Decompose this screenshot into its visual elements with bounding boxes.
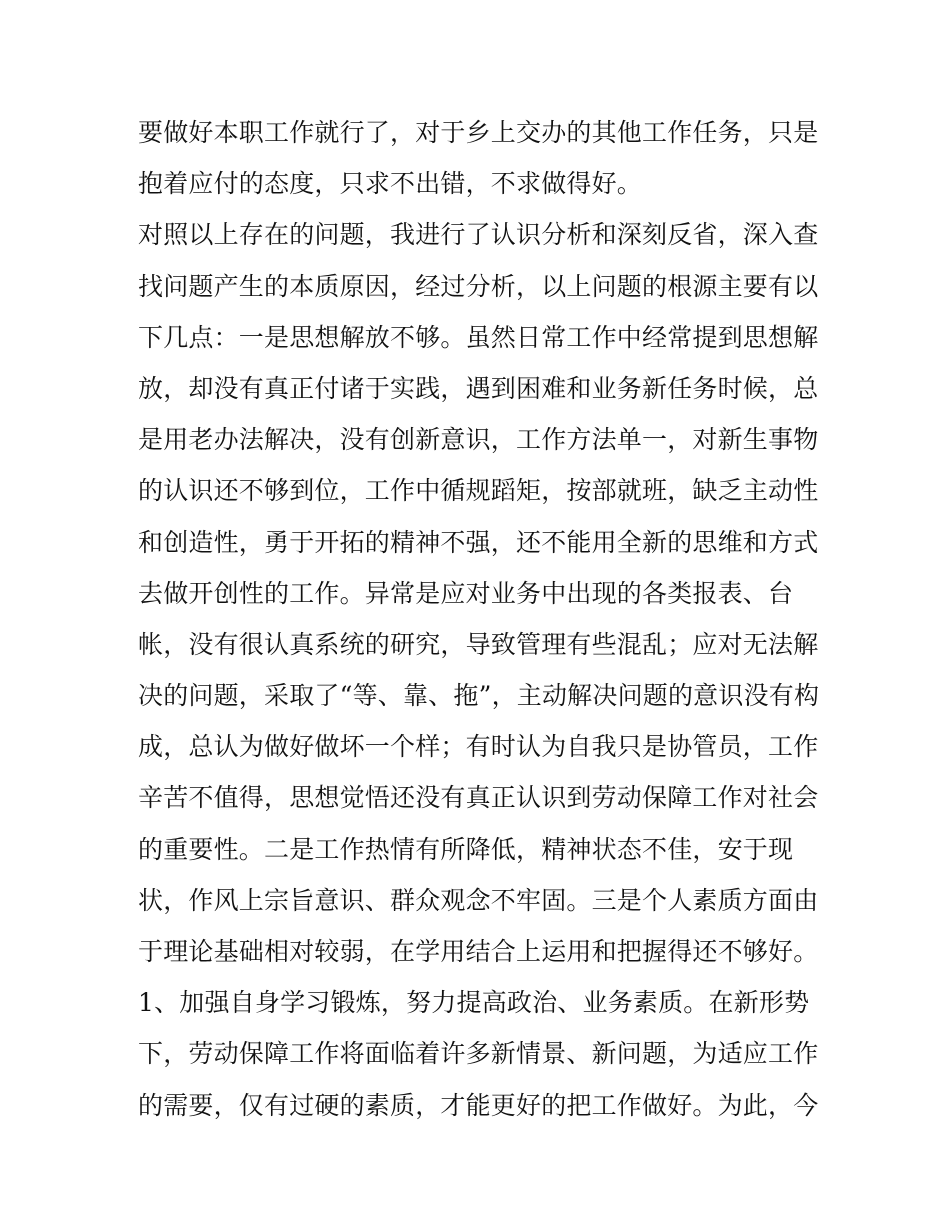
body-text [138,107,818,1131]
text-line: 辛苦不值得，思想觉悟还没有真正认识到劳动保障工作对社会 [138,783,819,813]
text-line: 的重要性。二是工作热情有所降低，精神状态不佳，安于现 [138,834,794,864]
text-line: 下，劳动保障工作将面临着许多新情景、新问题，为适应工作 [138,1039,819,1069]
text-line: 放，却没有真正付诸于实践，遇到困难和业务新任务时候，总 [138,373,819,403]
text-line: 决的问题，采取了“等、靠、拖”，主动解决问题的意识没有构 [138,681,820,711]
text-line: 抱着应付的态度，只求不出错，不求做得好。 [138,169,643,199]
text-line: 对照以上存在的问题，我进行了认识分析和深刻反省，深入查 [138,220,819,250]
text-line: 帐，没有很认真系统的研究，导致管理有些混乱；应对无法解 [138,629,819,659]
text-line: 的认识还不够到位，工作中循规蹈矩，按部就班，缺乏主动性 [138,476,819,506]
text-line: 的需要，仅有过硬的素质，才能更好的把工作做好。为此，今 [138,1090,819,1120]
text-line: 去做开创性的工作。异常是应对业务中出现的各类报表、台 [138,578,794,608]
text-line: 状，作风上宗旨意识、群众观念不牢固。三是个人素质方面由 [138,885,819,915]
text-line: 成，总认为做好做坏一个样；有时认为自我只是协管员，工作 [138,732,819,762]
text-line: 是用老办法解决，没有创新意识，工作方法单一，对新生事物 [138,425,819,455]
text-line: 于理论基础相对较弱，在学用结合上运用和把握得还不够好。 [138,937,819,966]
text-line: 要做好本职工作就行了，对于乡上交办的其他工作任务，只是 [138,118,819,147]
text-line: 下几点：一是思想解放不够。虽然日常工作中经常提到思想解 [138,322,819,352]
text-line: 1、加强自身学习锻炼，努力提高政治、业务素质。在新形势 [138,988,810,1018]
text-line: 找问题产生的本质原因，经过分析，以上问题的根源主要有以 [138,271,819,301]
text-line: 和创造性，勇于开拓的精神不强，还不能用全新的思维和方式 [138,527,819,557]
